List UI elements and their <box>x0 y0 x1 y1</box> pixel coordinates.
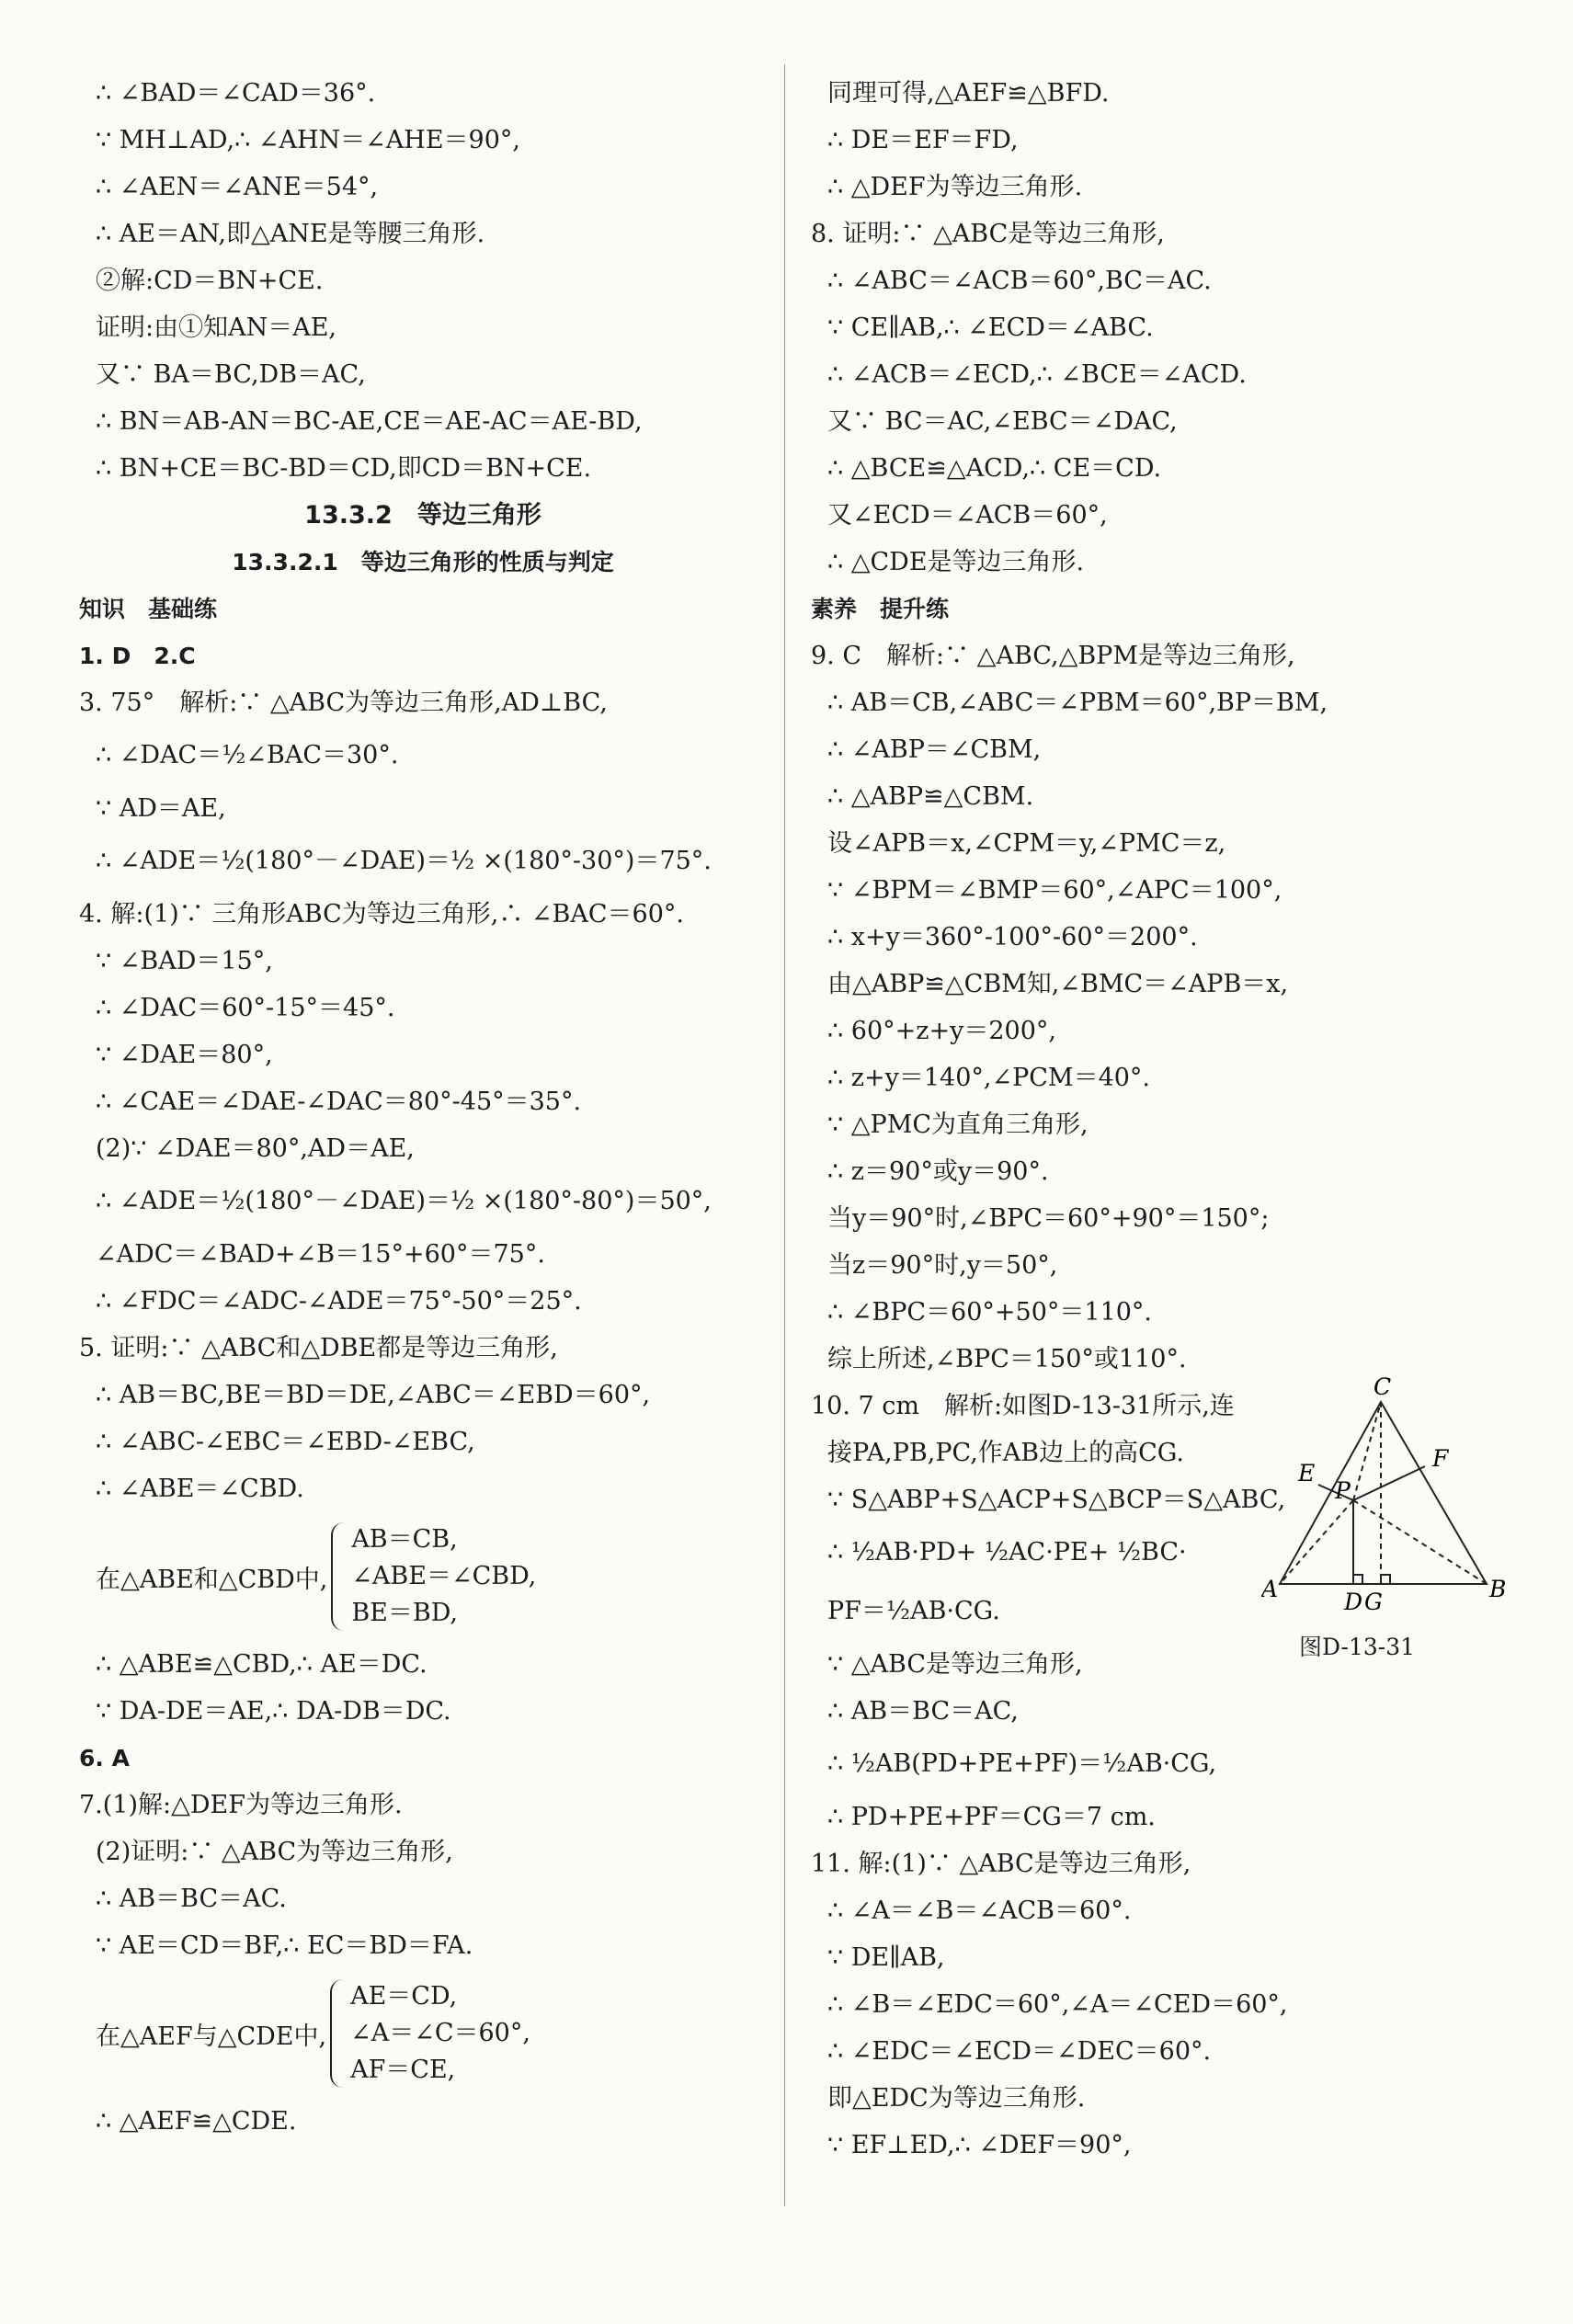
text-line: ∴ ∠BPC＝60°+50°＝110°. <box>827 1298 1153 1327</box>
column-divider <box>784 64 785 2206</box>
text-line: ∴ z+y＝140°,∠PCM＝40°. <box>827 1064 1151 1092</box>
label-g: G <box>1364 1589 1383 1615</box>
text-line: ∴ x+y＝360°-100°-60°＝200°. <box>827 923 1198 951</box>
text-line: ∴ ∠ADE＝½(180°－∠DAE)＝½ ×(180°-30°)＝75°. <box>96 847 712 875</box>
system-row: BE＝BD, <box>351 1599 458 1627</box>
label-d: D <box>1344 1589 1363 1615</box>
system-row: ∠A＝∠C＝60°, <box>350 2019 530 2047</box>
segment-pa <box>1280 1500 1353 1584</box>
text-line: ∴ ∠DAC＝½∠BAC＝30°. <box>96 741 399 769</box>
text-line: ∴ ∠ACB＝∠ECD,∴ ∠BCE＝∠ACD. <box>827 360 1247 389</box>
system-of-equations-abe-cbd <box>79 1512 767 1641</box>
left-column-lines-a <box>79 70 767 1512</box>
text-line: ∴ ∠ABP＝∠CBM, <box>827 735 1042 764</box>
left-column <box>79 70 767 2145</box>
text-line: 设∠APB＝x,∠CPM＝y,∠PMC＝z, <box>827 829 1226 858</box>
text-line: 接PA,PB,PC,作AB边上的高CG. <box>827 1439 1184 1467</box>
text-line: ∵ △ABC是等边三角形, <box>827 1650 1083 1679</box>
text-line: ∵ ∠BAD＝15°, <box>96 947 273 975</box>
system-rows <box>350 1979 530 2088</box>
text-line: ∴ △BCE≌△ACD,∴ CE＝CD. <box>827 454 1162 483</box>
text-line: ∴ ∠B＝∠EDC＝60°,∠A＝∠CED＝60°, <box>827 1990 1288 2019</box>
text-line: ∵ S△ABP+S△ACP+S△BCP＝S△ABC, <box>827 1486 1286 1514</box>
text-line: ∴ ∠AEN＝∠ANE＝54°, <box>96 173 379 201</box>
text-line: (2)∵ ∠DAE＝80°,AD＝AE, <box>96 1134 415 1163</box>
segment-pb <box>1353 1500 1487 1584</box>
text-line: ∵ DE∥AB, <box>827 1943 945 1972</box>
label-a: A <box>1261 1576 1279 1602</box>
system-prefix: 在△AEF与△CDE中, <box>96 2022 327 2051</box>
text-line: 由△ABP≌△CBM知,∠BMC＝∠APB＝x, <box>827 970 1289 998</box>
text-line: ∴ AB＝BC＝AC. <box>96 1885 287 1913</box>
left-column-lines-c <box>79 2098 767 2145</box>
text-line: ∵ MH⊥AD,∴ ∠AHN＝∠AHE＝90°, <box>96 126 520 154</box>
text-line: 当y＝90°时,∠BPC＝60°+90°＝150°; <box>827 1204 1270 1233</box>
text-line: ∴ ∠BAD＝∠CAD＝36°. <box>96 79 376 108</box>
text-line: ∵ △PMC为直角三角形, <box>827 1111 1089 1139</box>
text-line: 7.(1)解:△DEF为等边三角形. <box>79 1791 403 1819</box>
text-line: ∴ ∠ABE＝∠CBD. <box>96 1475 304 1503</box>
text-line: ∴ z＝90°或y＝90°. <box>827 1157 1049 1186</box>
text-line: 9. C 解析:∵ △ABC,△BPM是等边三角形, <box>811 642 1295 670</box>
text-line: 综上所述,∠BPC＝150°或110°. <box>827 1345 1187 1373</box>
text-line: ∴ BN+CE＝BC-BD＝CD,即CD＝BN+CE. <box>96 454 592 483</box>
system-of-equations-aef-cde <box>79 1969 767 2098</box>
text-line: ∴ ∠ABC-∠EBC＝∠EBD-∠EBC, <box>96 1428 475 1456</box>
perpendicular-pf <box>1353 1466 1425 1500</box>
text-line: 6. A <box>79 1745 130 1771</box>
text-line: ∴ △DEF为等边三角形. <box>827 173 1083 201</box>
text-line: ∴ ∠DAC＝60°-15°＝45°. <box>96 994 395 1022</box>
text-line: ∴ ½AB·PD+ ½AC·PE+ ½BC· <box>827 1538 1187 1566</box>
label-e: E <box>1298 1460 1316 1487</box>
figure-caption: 图D-13-31 <box>1299 1634 1416 1660</box>
text-line: ∴ ½AB(PD+PE+PF)＝½AB·CG, <box>827 1749 1217 1778</box>
right-angle-mark-g <box>1381 1575 1390 1584</box>
system-row: ∠ABE＝∠CBD, <box>351 1562 537 1590</box>
text-line: ∴ ∠EDC＝∠ECD＝∠DEC＝60°. <box>827 2037 1212 2066</box>
text-line: ∵ AD＝AE, <box>96 794 226 823</box>
system-row: AE＝CD, <box>350 1982 458 2011</box>
equilateral-triangle-diagram <box>1261 1374 1510 1659</box>
text-line: ∵ ∠DAE＝80°, <box>96 1041 273 1069</box>
label-p: P <box>1335 1477 1351 1504</box>
text-line: 4. 解:(1)∵ 三角形ABC为等边三角形,∴ ∠BAC＝60°. <box>79 900 684 928</box>
brace-icon <box>331 1522 344 1631</box>
right-column <box>811 70 1491 2169</box>
text-line: ∴ BN＝AB-AN＝BC-AE,CE＝AE-AC＝AE-BD, <box>96 407 643 436</box>
brace-icon <box>330 1979 343 2088</box>
label-c: C <box>1374 1374 1392 1400</box>
label-f: F <box>1432 1445 1449 1472</box>
text-line: ∴ △AEF≌△CDE. <box>96 2107 297 2136</box>
text-line: 13.3.2.1 等边三角形的性质与判定 <box>232 549 614 575</box>
text-line: ∠ADC＝∠BAD+∠B＝15°+60°＝75°. <box>96 1240 545 1269</box>
left-column-lines-b <box>79 1641 767 1969</box>
text-line: ∵ ∠BPM＝∠BMP＝60°,∠APC＝100°, <box>827 876 1282 905</box>
text-line: ∴ △CDE是等边三角形. <box>827 548 1085 576</box>
text-line: 1. D 2.C <box>79 643 196 669</box>
text-line: 即△EDC为等边三角形. <box>827 2084 1086 2113</box>
system-row: AF＝CE, <box>350 2056 456 2084</box>
text-line: 8. 证明:∵ △ABC是等边三角形, <box>811 220 1165 248</box>
text-line: 3. 75° 解析:∵ △ABC为等边三角形,AD⊥BC, <box>79 689 608 717</box>
text-line: 证明:由①知AN＝AE, <box>96 313 337 342</box>
text-line: 又∵ BA＝BC,DB＝AC, <box>96 360 366 389</box>
right-angle-mark-d <box>1353 1575 1362 1584</box>
text-line: ∴ △ABP≌△CBM. <box>827 782 1034 811</box>
text-line: ②解:CD＝BN+CE. <box>96 267 324 295</box>
text-line: ∴ ∠CAE＝∠DAE-∠DAC＝80°-45°＝35°. <box>96 1088 582 1116</box>
text-line: ∵ DA-DE＝AE,∴ DA-DB＝DC. <box>96 1697 451 1726</box>
system-rows <box>351 1522 536 1631</box>
label-b: B <box>1489 1576 1507 1602</box>
text-line: ∴ AE＝AN,即△ANE是等腰三角形. <box>96 220 485 248</box>
text-line: 13.3.2 等边三角形 <box>304 501 541 530</box>
text-line: ∵ EF⊥ED,∴ ∠DEF＝90°, <box>827 2131 1132 2159</box>
text-line: 11. 解:(1)∵ △ABC是等边三角形, <box>811 1850 1191 1878</box>
text-line: ∴ ∠A＝∠B＝∠ACB＝60°. <box>827 1897 1132 1925</box>
text-line: ∴ △ABE≌△CBD,∴ AE＝DC. <box>96 1650 427 1679</box>
segment-pc <box>1353 1402 1381 1500</box>
text-line: 同理可得,△AEF≌△BFD. <box>827 79 1110 108</box>
text-line: ∴ AB＝BC,BE＝BD＝DE,∠ABC＝∠EBD＝60°, <box>96 1381 651 1409</box>
text-line: 当z＝90°时,y＝50°, <box>827 1251 1058 1280</box>
text-line: 知识 基础练 <box>79 596 218 622</box>
text-line: ∴ AB＝BC＝AC, <box>827 1697 1019 1726</box>
text-line: PF＝½AB·CG. <box>827 1597 1000 1625</box>
text-line: 又∠ECD＝∠ACB＝60°, <box>827 501 1108 530</box>
text-line: ∴ ∠ADE＝½(180°－∠DAE)＝½ ×(180°-80°)＝50°, <box>96 1187 712 1215</box>
text-line: ∴ ∠ABC＝∠ACB＝60°,BC＝AC. <box>827 267 1212 295</box>
text-line: 10. 7 cm 解析:如图D-13-31所示,连 <box>811 1392 1235 1420</box>
text-line: (2)证明:∵ △ABC为等边三角形, <box>96 1838 453 1866</box>
text-line: 5. 证明:∵ △ABC和△DBE都是等边三角形, <box>79 1334 558 1362</box>
triangle-abc <box>1280 1402 1487 1584</box>
system-prefix: 在△ABE和△CBD中, <box>96 1565 328 1594</box>
text-line: 素养 提升练 <box>811 596 950 622</box>
text-line: ∴ AB＝CB,∠ABC＝∠PBM＝60°,BP＝BM, <box>827 689 1328 717</box>
text-line: ∵ AE＝CD＝BF,∴ EC＝BD＝FA. <box>96 1931 473 1960</box>
system-row: AB＝CB, <box>351 1525 458 1554</box>
text-line: 又∵ BC＝AC,∠EBC＝∠DAC, <box>827 407 1178 436</box>
text-line: ∴ 60°+z+y＝200°, <box>827 1017 1056 1045</box>
text-line: ∴ ∠FDC＝∠ADC-∠ADE＝75°-50°＝25°. <box>96 1287 582 1316</box>
text-line: ∴ PD+PE+PF＝CG＝7 cm. <box>827 1803 1156 1831</box>
text-line: ∵ CE∥AB,∴ ∠ECD＝∠ABC. <box>827 313 1154 342</box>
text-line: ∴ DE＝EF＝FD, <box>827 126 1019 154</box>
